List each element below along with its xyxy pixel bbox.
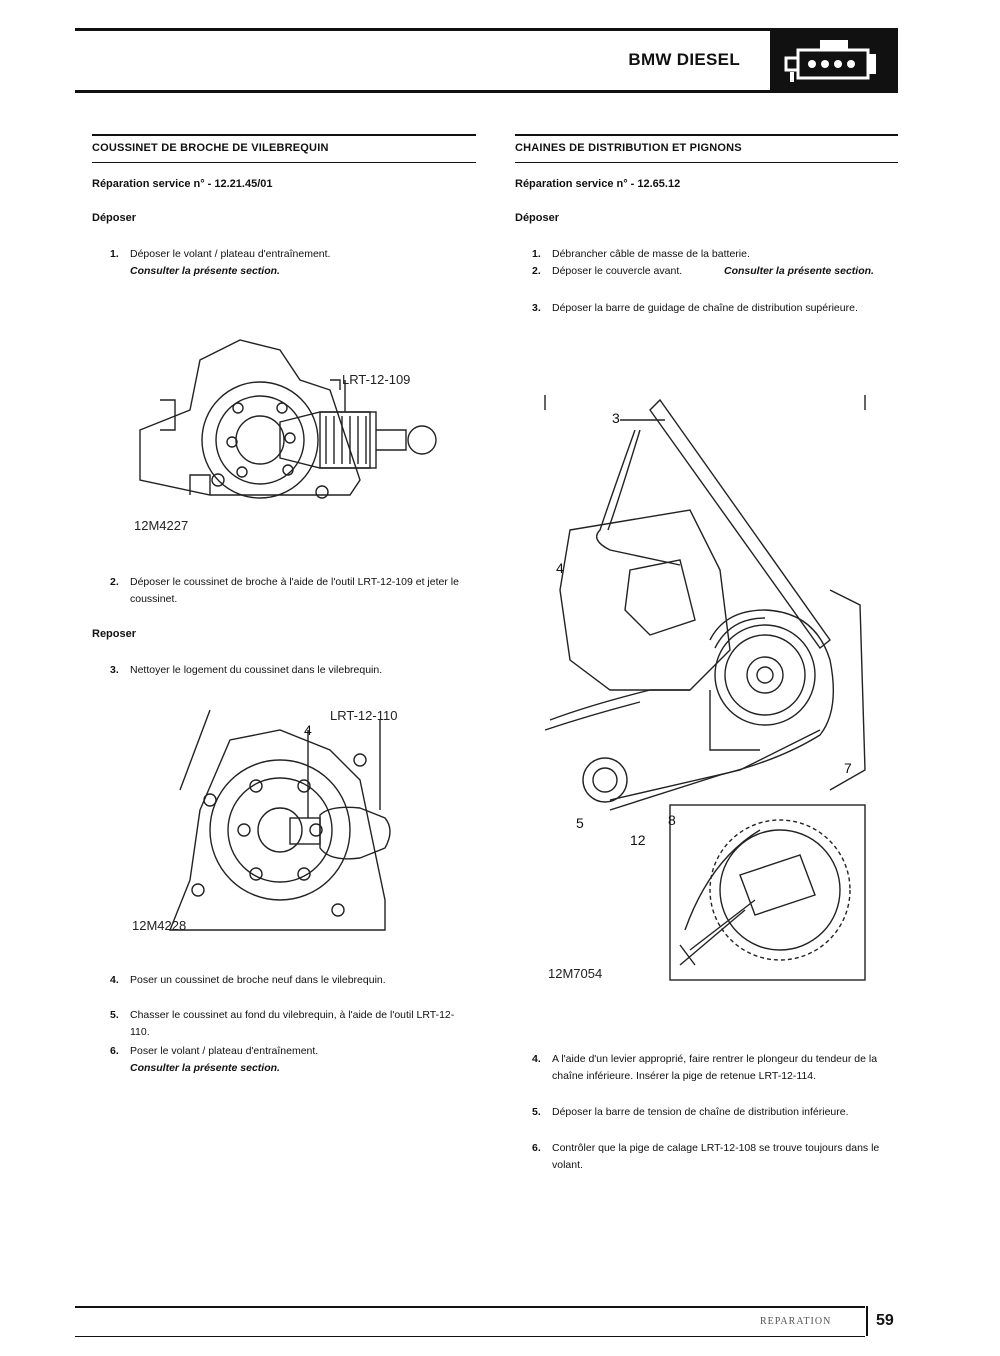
step-text: Déposer la barre de guidage de chaîne de distribution supérieure.: [552, 302, 858, 314]
fig-callout-3: 3: [612, 410, 620, 426]
fig2-callout: 4: [304, 722, 312, 738]
step-reference: Consulter la présente section.: [130, 1062, 280, 1074]
right-heading-remove: Déposer: [515, 212, 560, 224]
figure-timing-chains: [530, 390, 875, 990]
step-number: 6.: [110, 1045, 119, 1057]
left-step-4: [110, 972, 470, 1006]
fig-callout-12: 12: [630, 832, 646, 848]
right-step-1: [532, 246, 898, 264]
step-text: Poser le volant / plateau d'entraînement.: [130, 1045, 319, 1057]
footer-section-label: REPARATION: [760, 1316, 832, 1327]
step-number: 5.: [110, 1009, 119, 1021]
right-step-2: [532, 263, 898, 297]
step-text: Chasser le coussinet au fond du vilebrequin, à l'aide de l'outil LRT-12-110.: [130, 1009, 455, 1038]
left-heading-remove: Déposer: [92, 212, 137, 224]
step-number: 3.: [532, 302, 541, 314]
left-section-title: COUSSINET DE BROCHE DE VILEBREQUIN: [92, 142, 329, 154]
step-number: 2.: [532, 265, 541, 277]
step-number: 1.: [110, 248, 119, 260]
fig-callout-5: 5: [576, 815, 584, 831]
right-section-title: CHAINES DE DISTRIBUTION ET PIGNONS: [515, 142, 742, 154]
step-text: Déposer le couvercle avant.: [552, 265, 683, 277]
step-text: Débrancher câble de masse de la batterie.: [552, 248, 750, 260]
fig-callout-7: 7: [844, 760, 852, 776]
left-section-rule-top: [92, 134, 476, 136]
left-repair-ref: Réparation service n° - 12.21.45/01: [92, 178, 273, 190]
step-number: 1.: [532, 248, 541, 260]
step-number: 6.: [532, 1142, 541, 1154]
step-reference: Consulter la présente section.: [130, 265, 280, 277]
fig-right-code: 12M7054: [548, 966, 603, 981]
step-text: Déposer la barre de tension de chaîne de distribution inférieure.: [552, 1106, 849, 1118]
footer-rule: [75, 1306, 865, 1308]
step-number: 4.: [532, 1053, 541, 1065]
step-text: Déposer le coussinet de broche à l'aide de l'outil LRT-12-109 et jeter le coussinet.: [130, 576, 459, 605]
step-reference: Consulter la présente section.: [724, 265, 874, 277]
step-text: Poser un coussinet de broche neuf dans le vilebrequin.: [130, 974, 386, 986]
right-step-6: [532, 1140, 898, 1174]
step-number: 2.: [110, 576, 119, 588]
step-text: Contrôler que la pige de calage LRT-12-108 se trouve toujours dans le volant.: [552, 1142, 880, 1171]
right-step-4: [532, 1051, 898, 1103]
footer-rule-bottom: [75, 1336, 865, 1337]
figure-crankshaft-tool-removal: [130, 320, 460, 540]
step-text: Nettoyer le logement du coussinet dans le vilebrequin.: [130, 664, 383, 676]
page-number: 59: [876, 1312, 894, 1329]
fig2-code: 12M4228: [132, 918, 187, 933]
left-step-1: [110, 246, 470, 282]
right-section-rule-bottom: [515, 162, 898, 163]
left-step-6: [110, 1043, 470, 1077]
header-title: BMW DIESEL: [628, 50, 740, 69]
figure-crankshaft-tool-fitting: [160, 700, 400, 940]
fig-callout-4: 4: [556, 560, 564, 576]
fig1-code: 12M4227: [134, 518, 189, 533]
step-number: 4.: [110, 974, 119, 986]
left-section-rule-bottom: [92, 162, 476, 163]
right-step-3: [532, 300, 898, 334]
step-number: 3.: [110, 664, 119, 676]
right-section-rule-top: [515, 134, 898, 136]
engine-icon: [770, 28, 898, 92]
left-step-3: [110, 662, 480, 680]
left-step-5: [110, 1007, 470, 1041]
step-text: A l'aide d'un levier approprié, faire rentrer le plongeur du tendeur de la chaîne inférieure. Insérer la pige de retenue LRT-12-114.: [552, 1053, 878, 1082]
fig1-tool-label: LRT-12-109: [342, 372, 411, 387]
right-repair-ref: Réparation service n° - 12.65.12: [515, 178, 681, 190]
right-step-5: [532, 1104, 898, 1138]
step-text: Déposer le volant / plateau d'entraînement.: [130, 248, 331, 260]
left-step-2: [110, 574, 470, 610]
fig-callout-8: 8: [668, 812, 676, 828]
footer-divider: [866, 1306, 868, 1336]
fig2-tool-label: LRT-12-110: [330, 708, 398, 723]
step-number: 5.: [532, 1106, 541, 1118]
left-heading-refit: Reposer: [92, 628, 137, 640]
